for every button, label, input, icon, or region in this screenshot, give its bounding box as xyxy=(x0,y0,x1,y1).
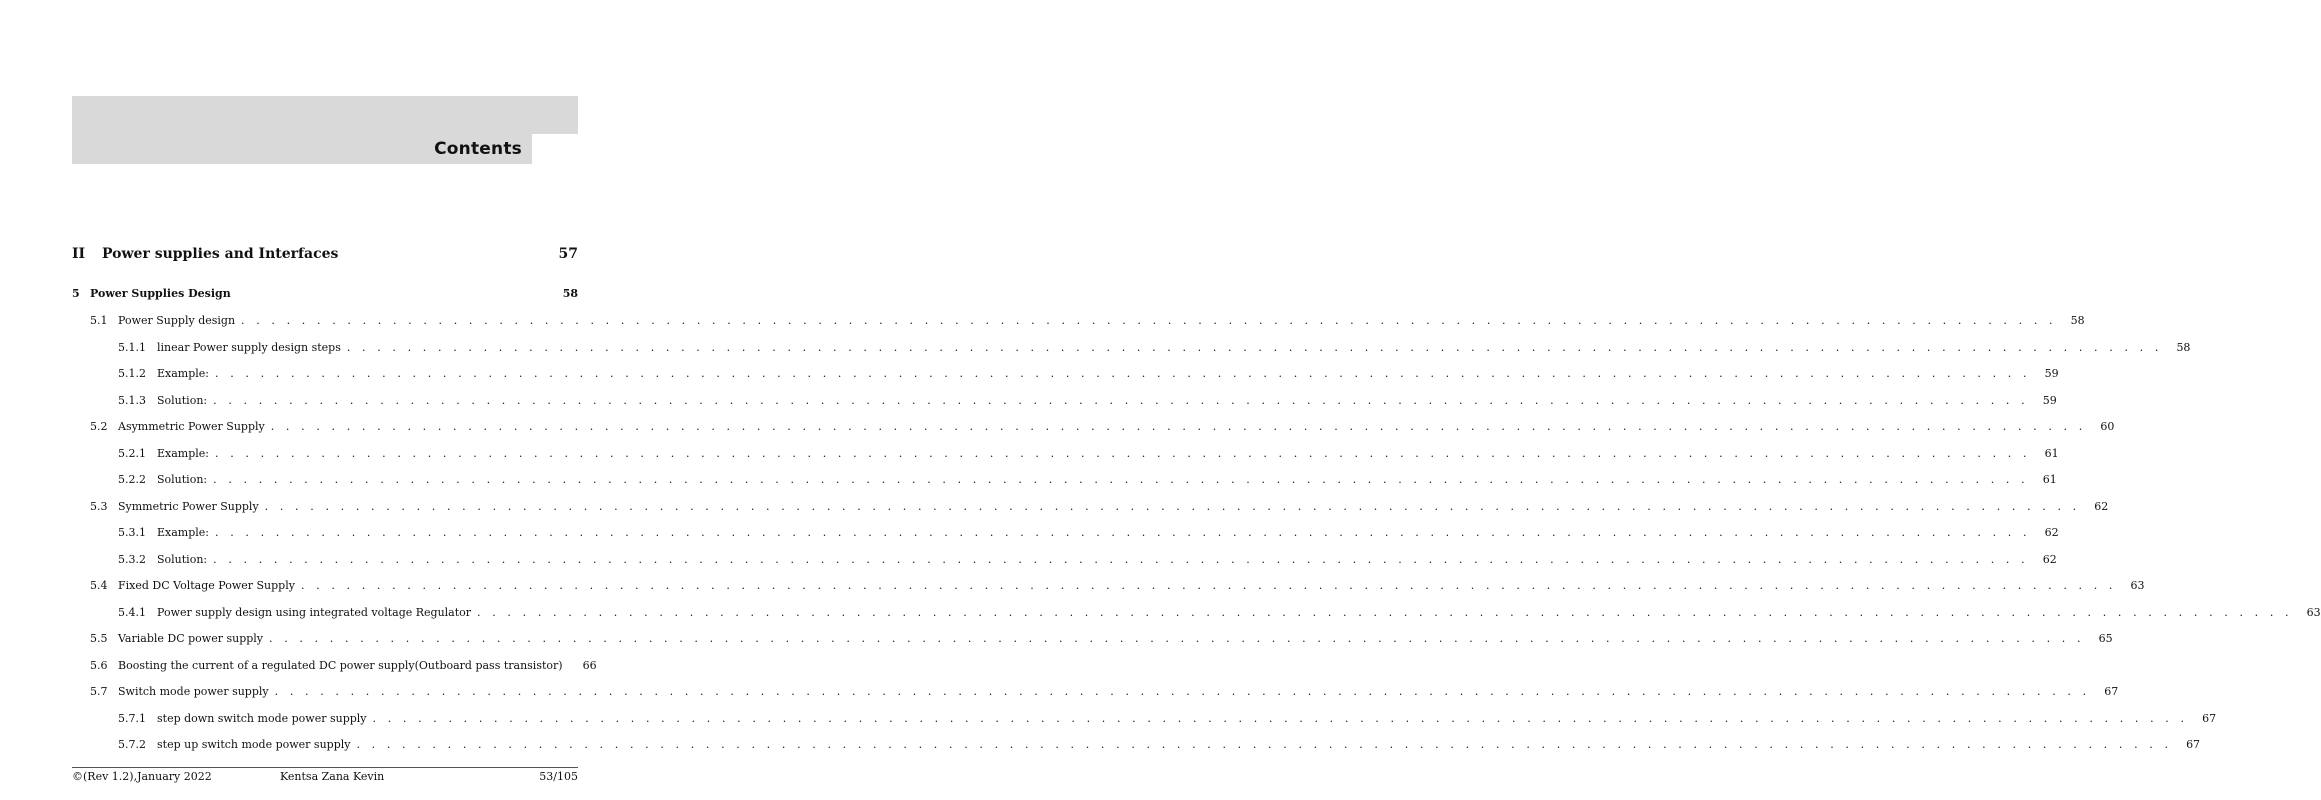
page-footer xyxy=(72,770,578,786)
footer-page-count: 53/105 xyxy=(539,770,578,783)
toc-dot-leader: . . . . . . . . . . . . . . . . . . . . . . . . . . . . . . . . . . . . . . . . . . . . . . . . . . . . . . . . . . . . . . . . . . . . . . . . . . . . . . . . . . . . . . . . . . . . . . . . . . . . . . . . . . . . . . . . . . . . . . . . xyxy=(215,447,2031,460)
toc-entry-number: 5.1.1 xyxy=(118,341,146,354)
toc-dot-leader: . . . . . . . . . . . . . . . . . . . . . . . . . . . . . . . . . . . . . . . . . . . . . . . . . . . . . . . . . . . . . . . . . . . . . . . . . . . . . . . . . . . . . . . . . . . . . . . . . . . . . . . . . . . . . . . . . . . . . . . . xyxy=(274,685,2091,698)
toc-dot-leader: . . . . . . . . . . . . . . . . . . . . . . . . . . . . . . . . . . . . . . . . . . . . . . . . . . . . . . . . . . . . . . . . . . . . . . . . . . . . . . . . . . . . . . . . . . . . . . . . . . . . . . . . . . . . . . . . . . . . . . . . xyxy=(215,526,2031,539)
toc-dot-leader: . . . . . . . . . . . . . . . . . . . . . . . . . . . . . . . . . . . . . . . . . . . . . . . . . . . . . . . . . . . . . . . . . . . . . . . . . . . . . . . . . . . . . . . . . . . . . . . . . . . . . . . . . . . . . . . . . . . . . . . . xyxy=(477,606,2293,619)
page-title: Contents xyxy=(434,139,522,159)
toc-entry-page-number: 67 xyxy=(2104,685,2119,698)
toc-entry-title: Solution: xyxy=(157,473,208,486)
toc-entry-number: 5.7.1 xyxy=(118,712,146,725)
part-number: II xyxy=(72,246,86,262)
footer-revision: ©(Rev 1.2),January 2022 xyxy=(72,770,212,783)
header-banner-notch xyxy=(532,134,578,164)
toc-entry-title: Switch mode power supply xyxy=(118,685,269,698)
footer-divider xyxy=(72,767,578,768)
toc-entry-number: 5.5 xyxy=(90,632,108,645)
toc-entry-page-number: 62 xyxy=(2094,500,2109,513)
toc-entry-title: Solution: xyxy=(157,394,208,407)
chapter-page-number: 58 xyxy=(562,287,578,300)
toc-entry-title: Variable DC power supply xyxy=(118,632,264,645)
toc-dot-leader: . . . . . . . . . . . . . . . . . . . . . . . . . . . . . . . . . . . . . . . . . . . . . . . . . . . . . . . . . . . . . . . . . . . . . . . . . . . . . . . . . . . . . . . . . . . . . . . . . . . . . . . . . . . . . . . . . . . . . . . . xyxy=(213,553,2029,566)
toc-entry-number: 5.3.1 xyxy=(118,526,146,539)
toc-dot-leader: . . . . . . . . . . . . . . . . . . . . . . . . . . . . . . . . . . . . . . . . . . . . . . . . . . . . . . . . . . . . . . . . . . . . . . . . . . . . . . . . . . . . . . . . . . . . . . . . . . . . . . . . . . . . . . . . . . . . . . . . xyxy=(300,579,2117,592)
toc-dot-leader: . . . . . . . . . . . . . . . . . . . . . . . . . . . . . . . . . . . . . . . . . . . . . . . . . . . . . . . . . . . . . . . . . . . . . . . . . . . . . . . . . . . . . . . . . . . . . . . . . . . . . . . . . . . . . . . . . . . . . . . . xyxy=(213,473,2029,486)
part-page-number: 57 xyxy=(558,246,578,262)
toc-dot-leader: . . . . . . . . . . . . . . . . . . . . . . . . . . . . . . . . . . . . . . . . . . . . . . . . . . . . . . . . . . . . . . . . . . . . . . . . . . . . . . . . . . . . . . . . . . . . . . . . . . . . . . . . . . . . . . . . . . . . . . . . xyxy=(213,394,2029,407)
toc-entry-page-number: 59 xyxy=(2042,394,2057,407)
toc-entry-title: Example: xyxy=(157,526,209,539)
toc-entry[interactable] xyxy=(90,632,2113,648)
toc-entry-number: 5.3.2 xyxy=(118,553,146,566)
footer-author: Kentsa Zana Kevin xyxy=(280,770,385,783)
toc-entry-page-number: 66 xyxy=(582,659,597,672)
toc-dot-leader: . . . . . . . . . . . . . . . . . . . . . . . . . . . . . . . . . . . . . . . . . . . . . . . . . . . . . . . . . . . . . . . . . . . . . . . . . . . . . . . . . . . . . . . . . . . . . . . . . . . . . . . . . . . . . . . . . . . . . . . . xyxy=(241,314,2057,327)
toc-dot-leader: . . . . . . . . . . . . . . . . . . . . . . . . . . . . . . . . . . . . . . . . . . . . . . . . . . . . . . . . . . . . . . . . . . . . . . . . . . . . . . . . . . . . . . . . . . . . . . . . . . . . . . . . . . . . . . . . . . . . . . . . xyxy=(269,632,2085,645)
toc-entry-page-number: 59 xyxy=(2044,367,2059,380)
toc-entry[interactable] xyxy=(90,579,2145,595)
toc-entry[interactable] xyxy=(118,553,2057,569)
toc-entry-page-number: 58 xyxy=(2176,341,2191,354)
toc-entry[interactable] xyxy=(118,367,2059,383)
toc-entry-number: 5.7.2 xyxy=(118,738,146,751)
toc-entry-page-number: 62 xyxy=(2042,553,2057,566)
toc-entry-title: Solution: xyxy=(157,553,208,566)
toc-entry[interactable] xyxy=(118,606,2321,622)
toc-entry-title: linear Power supply design steps xyxy=(157,341,341,354)
chapter-number: 5 xyxy=(72,287,80,300)
toc-dot-leader: . . . . . . . . . . . . . . . . . . . . . . . . . . . . . . . . . . . . . . . . . . . . . . . . . . . . . . . . . . . . . . . . . . . . . . . . . . . . . . . . . . . . . . . . . . . . . . . . . . . . . . . . . . . . . . . . . . . . . . . . xyxy=(372,712,2189,725)
toc-entry-page-number: 58 xyxy=(2070,314,2085,327)
toc-entry[interactable] xyxy=(90,685,2119,701)
toc-entry-page-number: 67 xyxy=(2186,738,2201,751)
toc-entry[interactable] xyxy=(118,447,2059,463)
toc-entry-number: 5.3 xyxy=(90,500,108,513)
toc-entry[interactable] xyxy=(90,314,2085,330)
toc-entry-number: 5.7 xyxy=(90,685,108,698)
toc-entry-page-number: 60 xyxy=(2100,420,2115,433)
toc-entry-number: 5.1.3 xyxy=(118,394,146,407)
toc-dot-leader: . . . . . . . . . . . . . . . . . . . . . . . . . . . . . . . . . . . . . . . . . . . . . . . . . . . . . . . . . . . . . . . . . . . . . . . . . . . . . . . . . . . . . . . . . . . . . . . . . . . . . . . . . . . . . . . . . . . . . . . . xyxy=(356,738,2173,751)
toc-entry[interactable] xyxy=(118,341,2191,357)
toc-entry-number: 5.4.1 xyxy=(118,606,146,619)
toc-entry-title: Asymmetric Power Supply xyxy=(118,420,265,433)
chapter-title: Power Supplies Design xyxy=(90,287,231,300)
toc-entry[interactable] xyxy=(118,712,2217,728)
toc-entry-number: 5.6 xyxy=(90,659,108,672)
part-title: Power supplies and Interfaces xyxy=(102,246,339,262)
toc-entry-number: 5.2.2 xyxy=(118,473,146,486)
toc-entry-number: 5.4 xyxy=(90,579,108,592)
toc-entry-title: Example: xyxy=(157,447,209,460)
toc-entry-number: 5.2.1 xyxy=(118,447,146,460)
toc-entry[interactable] xyxy=(118,394,2057,410)
toc-entry-page-number: 65 xyxy=(2098,632,2113,645)
toc-entry-title: Power supply design using integrated voltage Regulator xyxy=(157,606,472,619)
toc-entry-page-number: 67 xyxy=(2202,712,2217,725)
toc-entry-number: 5.1 xyxy=(90,314,108,327)
toc-entry-title: step down switch mode power supply xyxy=(157,712,367,725)
toc-entry-title: Fixed DC Voltage Power Supply xyxy=(118,579,295,592)
toc-dot-leader: . . . . . . . . . . . . . . . . . . . . . . . . . . . . . . . . . . . . . . . . . . . . . . . . . . . . . . . . . . . . . . . . . . . . . . . . . . . . . . . . . . . . . . . . . . . . . . . . . . . . . . . . . . . . . . . . . . . . . . . . xyxy=(270,420,2087,433)
toc-dot-leader: . . . . . . . . . . . . . . . . . . . . . . . . . . . . . . . . . . . . . . . . . . . . . . . . . . . . . . . . . . . . . . . . . . . . . . . . . . . . . . . . . . . . . . . . . . . . . . . . . . . . . . . . . . . . . . . . . . . . . . . . xyxy=(264,500,2081,513)
toc-dot-leader: . . . . . . . . . . . . . . . . . . . . . . . . . . . . . . . . . . . . . . . . . . . . . . . . . . . . . . . . . . . . . . . . . . . . . . . . . . . . . . . . . . . . . . . . . . . . . . . . . . . . . . . . . . . . . . . . . . . . . . . . xyxy=(346,341,2163,354)
toc-entry[interactable] xyxy=(90,659,597,675)
toc-entry[interactable] xyxy=(118,738,2201,754)
toc-entry-page-number: 63 xyxy=(2130,579,2145,592)
toc-entry-page-number: 63 xyxy=(2306,606,2321,619)
toc-entry-title: Example: xyxy=(157,367,209,380)
toc-entry[interactable] xyxy=(118,473,2057,489)
toc-entry-title: Power Supply design xyxy=(118,314,236,327)
toc-entry-page-number: 62 xyxy=(2044,526,2059,539)
toc-entry-number: 5.2 xyxy=(90,420,108,433)
toc-entry[interactable] xyxy=(90,500,2109,516)
toc-entry-title: Boosting the current of a regulated DC power supply(Outboard pass transistor) xyxy=(118,659,563,672)
toc-dot-leader: . . . . . . . . . . . . . . . . . . . . . . . . . . . . . . . . . . . . . . . . . . . . . . . . . . . . . . . . . . . . . . . . . . . . . . . . . . . . . . . . . . . . . . . . . . . . . . . . . . . . . . . . . . . . . . . . . . . . . . . . xyxy=(215,367,2031,380)
toc-entry-page-number: 61 xyxy=(2044,447,2059,460)
toc-entry-page-number: 61 xyxy=(2042,473,2057,486)
toc-entry-title: Symmetric Power Supply xyxy=(118,500,259,513)
toc-entry[interactable] xyxy=(118,526,2059,542)
toc-entry[interactable] xyxy=(90,420,2115,436)
toc-entry-title: step up switch mode power supply xyxy=(157,738,351,751)
toc-entry-number: 5.1.2 xyxy=(118,367,146,380)
